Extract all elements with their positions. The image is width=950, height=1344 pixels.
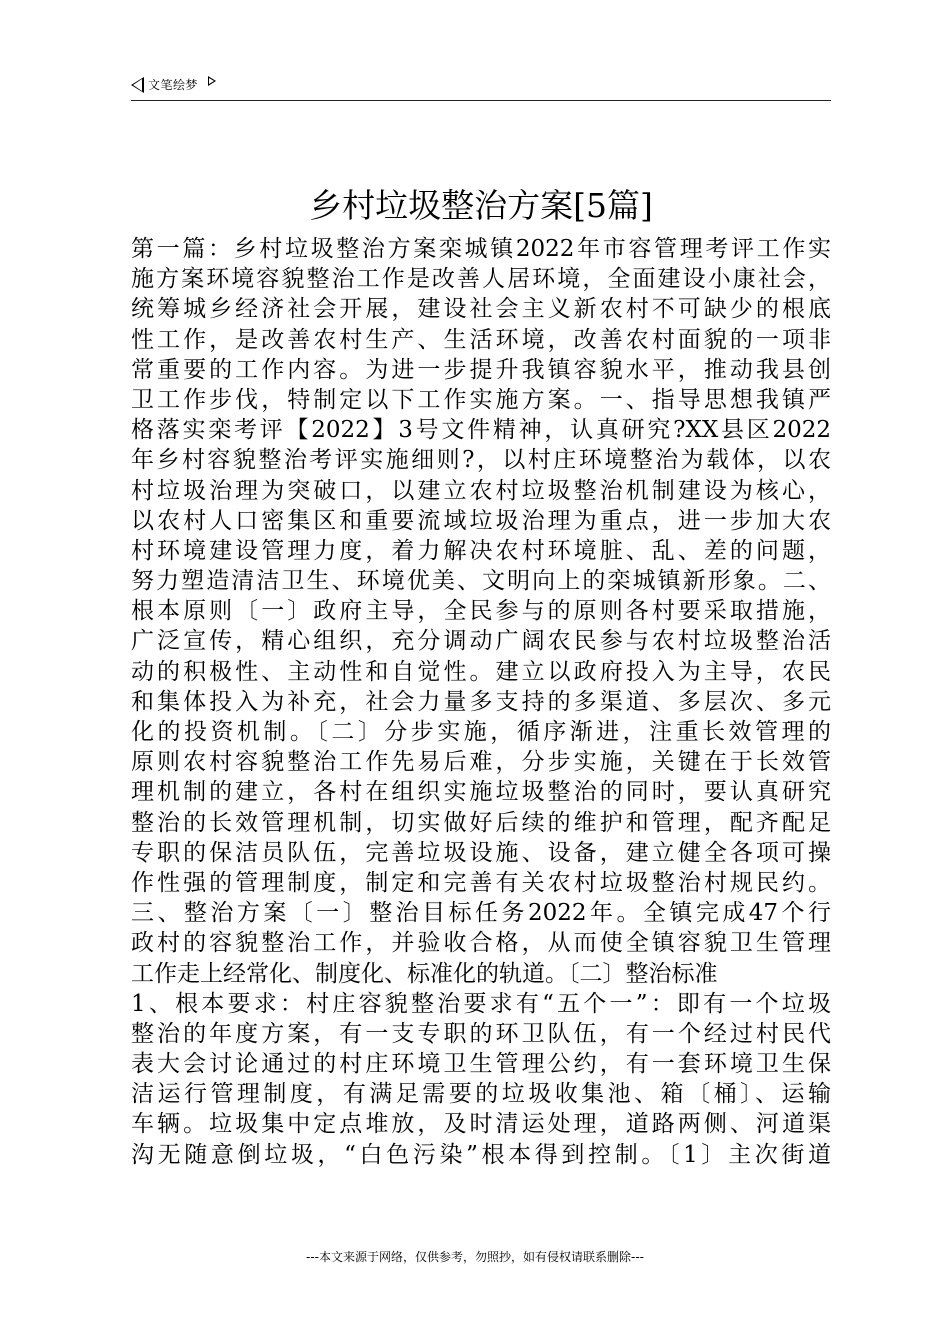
header-brand bbox=[131, 76, 216, 93]
body-line: 专职的保洁员队伍，完善垃圾设施、设备，建立健全各项可操 bbox=[131, 839, 831, 866]
body-line: 理机制的建立，各村在组织实施垃圾整治的同时，要认真研究 bbox=[131, 779, 831, 806]
body-line: 和集体投入为补充，社会力量多支持的多渠道、多层次、多元 bbox=[131, 688, 831, 715]
body-line: 政村的容貌整治工作，并验收合格，从而使全镇容貌卫生管理 bbox=[131, 930, 831, 957]
body-line: 努力塑造清洁卫生、环境优美、文明向上的栾城镇新形象。二、 bbox=[131, 568, 831, 595]
body-line: 作性强的管理制度，制定和完善有关农村垃圾整治村规民约。 bbox=[131, 869, 831, 896]
body-line: 村环境建设管理力度，着力解决农村环境脏、乱、差的问题， bbox=[131, 537, 831, 564]
body-line: 工作走上经常化、制度化、标准化的轨道。〔二〕整治标准 bbox=[131, 960, 718, 987]
body-line: 性工作，是改善农村生产、生活环境，改善农村面貌的一项非 bbox=[131, 326, 831, 353]
body-line: 1、根本要求：村庄容貌整治要求有“五个一”：即有一个垃圾 bbox=[131, 990, 831, 1017]
footer-notice: ---本文来源于网络，仅供参考，勿照抄，如有侵权请联系删除--- bbox=[306, 1250, 644, 1264]
body-line: 第一篇：乡村垃圾整治方案栾城镇2022年市容管理考评工作实 bbox=[131, 236, 831, 262]
body-line: 整治的年度方案，有一支专职的环卫队伍，有一个经过村民代 bbox=[131, 1020, 831, 1047]
document-title: 乡村垃圾整治方案[5篇] bbox=[309, 186, 653, 225]
triangle-right-icon bbox=[208, 76, 216, 86]
body-line: 根本原则〔一〕政府主导，全民参与的原则各村要采取措施， bbox=[131, 598, 831, 625]
document-body bbox=[131, 234, 831, 1170]
body-line: 施方案环境容貌整治工作是改善人居环境，全面建设小康社会， bbox=[131, 266, 831, 293]
brand-name: 文笔绘梦 bbox=[148, 78, 199, 92]
body-line: 统筹城乡经济社会开展，建设社会主义新农村不可缺少的根底 bbox=[131, 296, 831, 323]
body-line: 村垃圾治理为突破口，以建立农村垃圾整治机制建设为核心， bbox=[131, 477, 831, 504]
triangle-left-icon bbox=[131, 77, 144, 93]
body-line: 动的积极性、主动性和自觉性。建立以政府投入为主导，农民 bbox=[131, 658, 831, 685]
body-line: 以农村人口密集区和重要流域垃圾治理为重点，进一步加大农 bbox=[131, 507, 831, 534]
body-line: 洁运行管理制度，有满足需要的垃圾收集池、箱〔桶〕、运输 bbox=[131, 1081, 831, 1108]
body-line: 格落实栾考评【2022】3号文件精神，认真研究?XX县区2022 bbox=[131, 417, 831, 444]
body-line: 表大会讨论通过的村庄环境卫生管理公约，有一套环境卫生保 bbox=[131, 1051, 831, 1078]
body-line: 广泛宣传，精心组织，充分调动广阔农民参与农村垃圾整治活 bbox=[131, 628, 831, 655]
body-line: 常重要的工作内容。为进一步提升我镇容貌水平，推动我县创 bbox=[131, 356, 831, 383]
body-line: 三、整治方案〔一〕整治目标任务2022年。全镇完成47个行 bbox=[131, 900, 831, 927]
body-line: 化的投资机制。〔二〕分步实施，循序渐进，注重长效管理的 bbox=[131, 719, 831, 745]
body-line: 卫工作步伐，特制定以下工作实施方案。一、指导思想我镇严 bbox=[131, 386, 831, 413]
body-line: 年乡村容貌整治考评实施细则?，以村庄环境整治为载体，以农 bbox=[131, 447, 831, 474]
page-header bbox=[131, 74, 831, 101]
body-line: 沟无随意倒垃圾，“白色污染”根本得到控制。〔1〕主次街道 bbox=[131, 1141, 831, 1168]
body-line: 车辆。垃圾集中定点堆放，及时清运处理，道路两侧、河道渠 bbox=[131, 1111, 831, 1138]
body-line: 整治的长效管理机制，切实做好后续的维护和管理，配齐配足 bbox=[131, 809, 831, 836]
body-line: 原则农村容貌整治工作先易后难，分步实施，关键在于长效管 bbox=[131, 749, 831, 776]
